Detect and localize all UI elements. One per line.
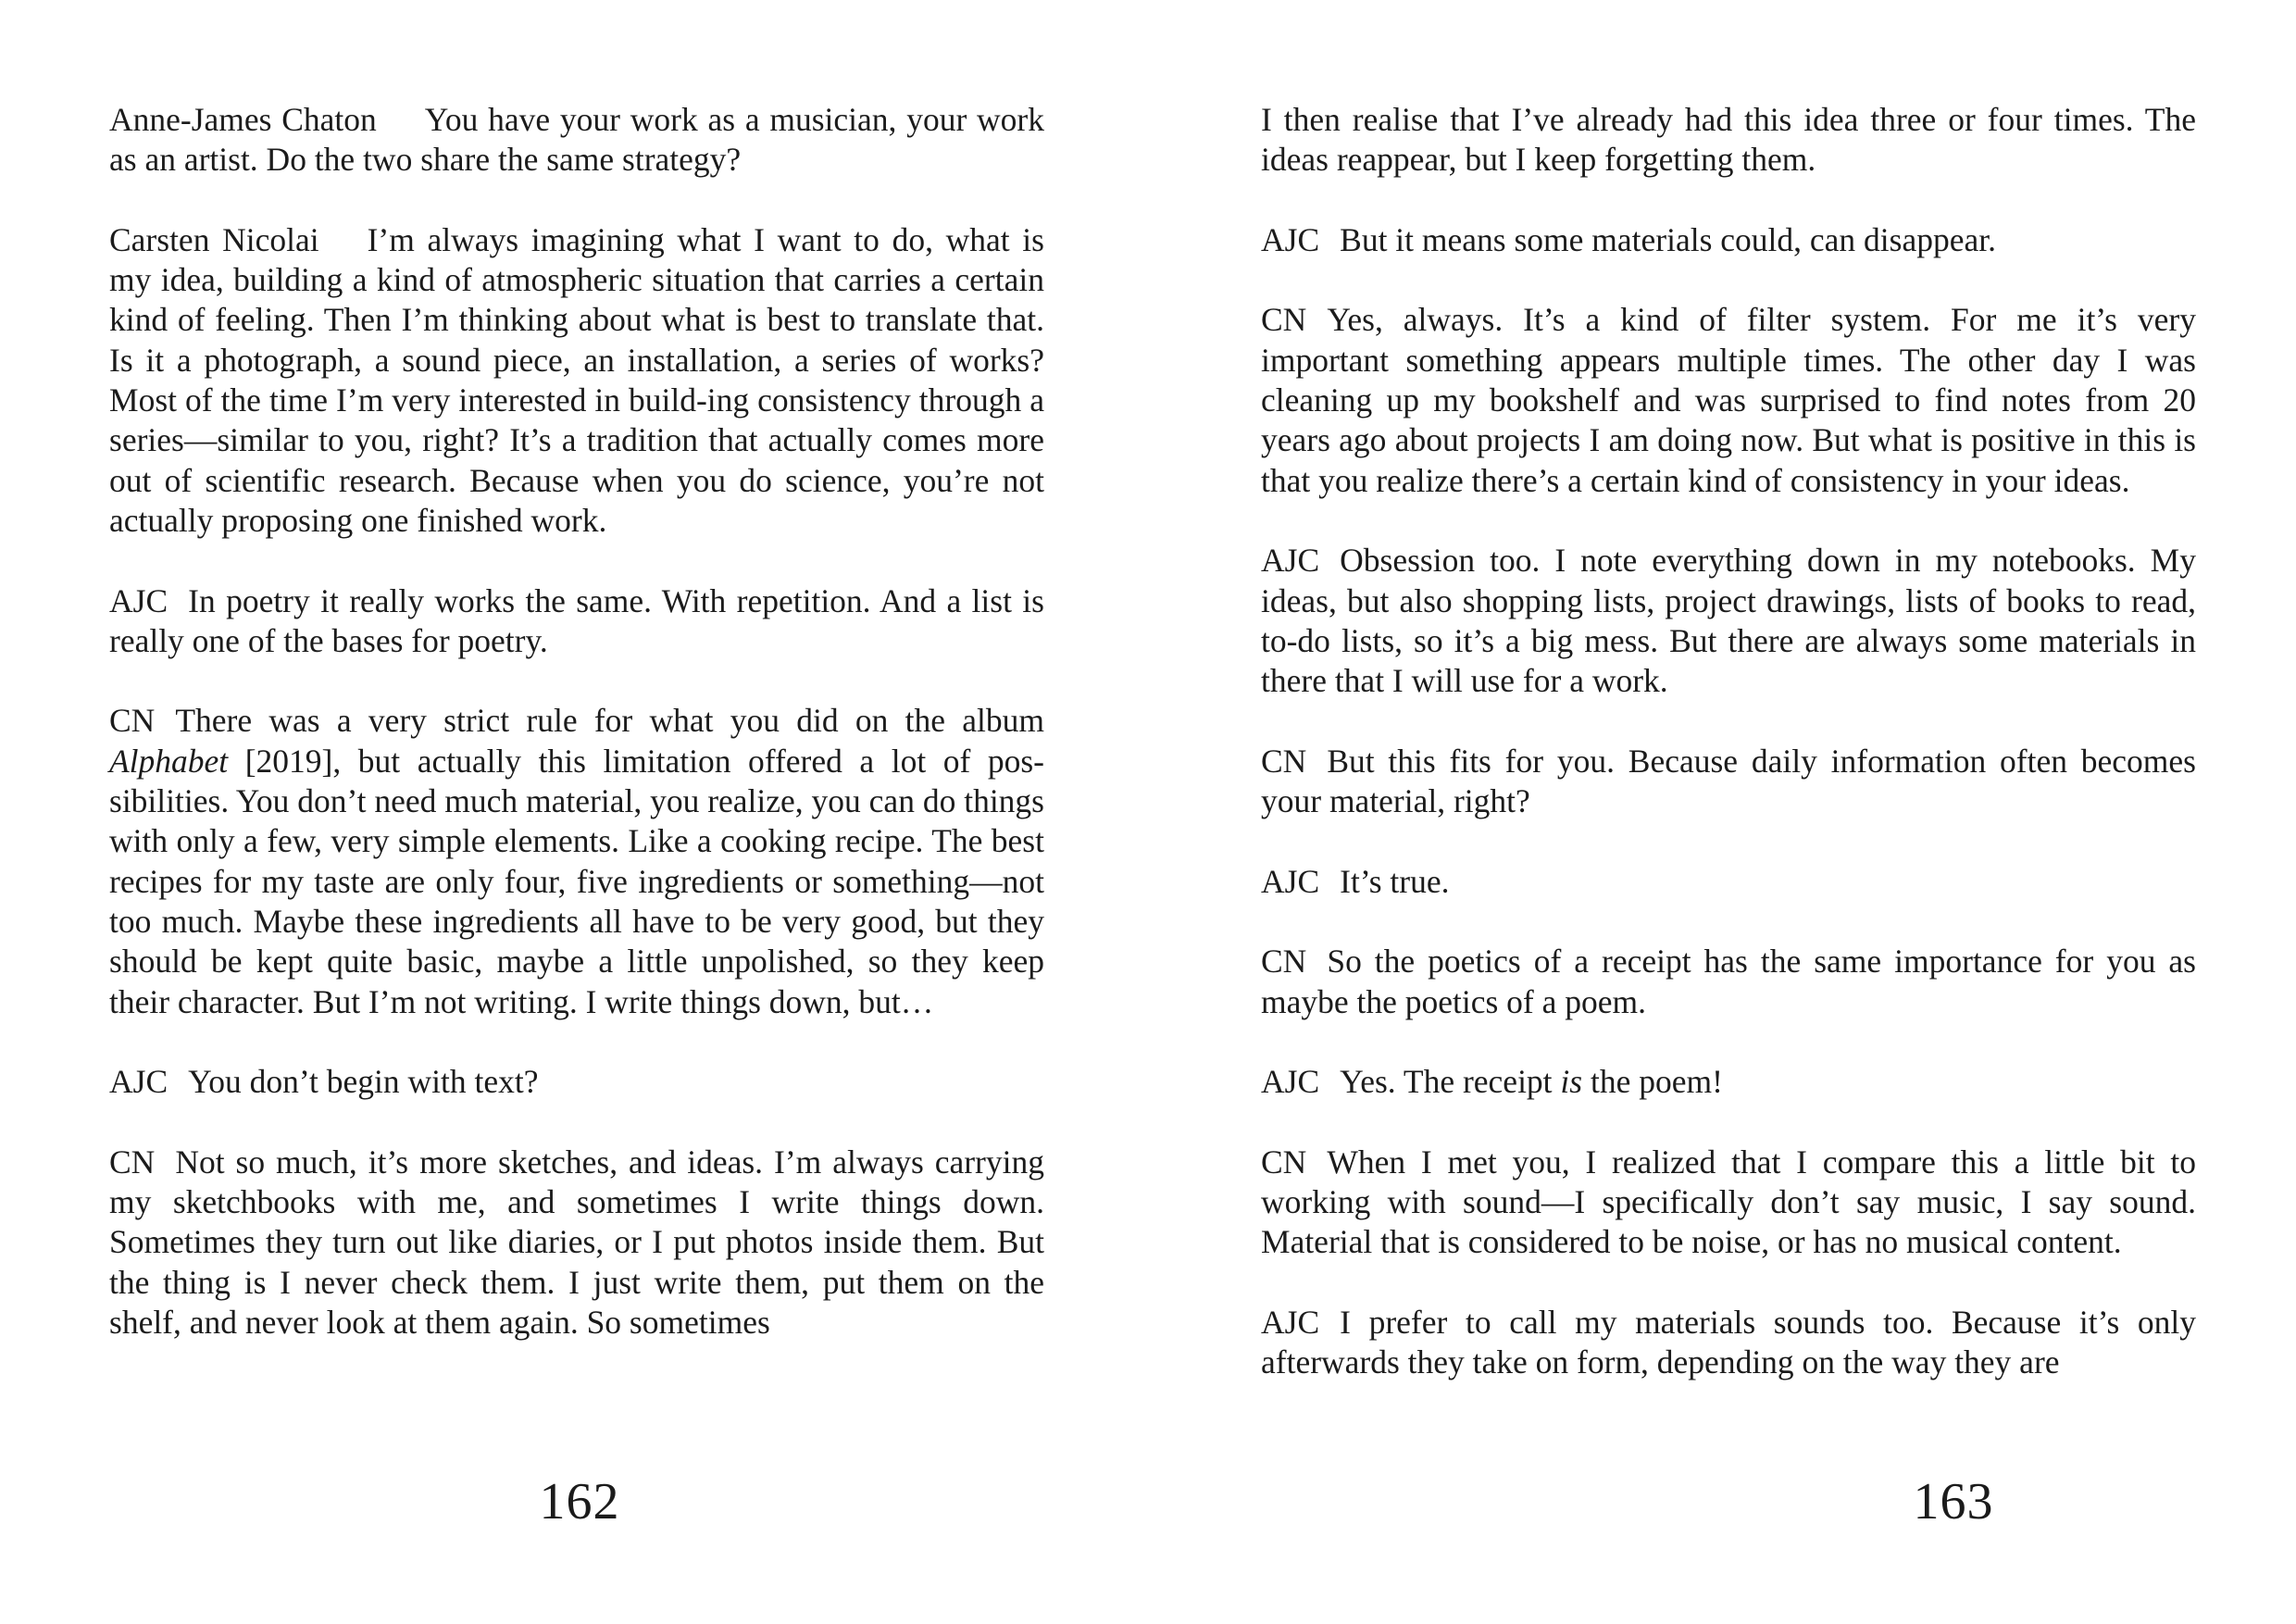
paragraph-text: [2019], but actually this limitation offered a lot of pos-sibilities. You don’t need much material, you realize, you can do things with only a few, very simple elements. Like a cooking recipe. The best recipes for my taste are only four, five ingredients or something—not too much. Maybe these ingredients all have to be very good, but they should be kept quite basic, maybe a little unpolished, so they keep their character. But I’m not writing. I write things down, but… [109, 742, 1044, 1020]
album-title: Alphabet [109, 742, 229, 780]
paragraph-text: So the poetics of a receipt has the same importance for you as maybe the poetics of a poem. [1261, 943, 2196, 1020]
paragraph [1261, 1143, 2196, 1263]
paragraph-text: Not so much, it’s more sketches, and ideas. I’m always carrying my sketchbooks with me, and sometimes I write things down. Sometimes they turn out like diaries, or I put photos inside them. But the thing is I never check them. I just write them, put them on the shelf, and never look at them again. So sometimes [109, 1143, 1044, 1341]
paragraph [1261, 300, 2196, 500]
left-page-text [109, 100, 1044, 1383]
speaker-name: Carsten Nicolai [109, 220, 319, 258]
right-page [1148, 0, 2296, 1624]
paragraph-text: But this fits for you. Because daily information often becomes your material, right? [1261, 742, 2196, 820]
paragraph [109, 1062, 1044, 1102]
speaker-name: AJC [1261, 862, 1320, 900]
speaker-name: Anne-James Chaton [109, 101, 377, 138]
page-number: 163 [1913, 1473, 1994, 1530]
emphasis-text: is [1560, 1063, 1583, 1101]
paragraph-text: I’m always imagining what I want to do, what is my idea, building a kind of atmospheric situation that carries a certain kind of feeling. Then I’m thinking about what is best to translate that. Is it a photograph, a sound piece, an installation, a series of works? Most of the time I’m very interested in build-ing consistency through a series—similar to you, right? It’s a tradition that actually comes more out of scientific research. Because when you do science, you’re not actually proposing one finished work. [109, 220, 1044, 539]
paragraph-text: Yes, always. It’s a kind of filter system. For me it’s very important something appears multiple times. The other day I was cleaning up my bookshelf and was surprised to find notes from 20 years ago about projects I am doing now. But what is positive in this is that you realize there’s a certain kind of consistency in your ideas. [1261, 301, 2196, 499]
page-number: 162 [539, 1473, 620, 1530]
speaker-name: AJC [1261, 542, 1320, 580]
speaker-name: CN [1261, 943, 1307, 981]
paragraph-text: There was a very strict rule for what you did on the album [175, 702, 1044, 740]
paragraph-text: It’s true. [1340, 862, 1450, 900]
paragraph [109, 220, 1044, 541]
speaker-name: AJC [109, 1063, 168, 1101]
paragraph-text: the poem! [1582, 1063, 1723, 1101]
paragraph [1261, 1303, 2196, 1383]
paragraph-text: Obsession too. I note everything down in my notebooks. My ideas, but also shopping lists, project drawings, lists of books to read, to-do lists, so it’s a big mess. But there are always some materials in there that I will use for a work. [1261, 542, 2196, 700]
speaker-name: CN [1261, 742, 1307, 780]
paragraph [1261, 742, 2196, 822]
paragraph-text: I then realise that I’ve already had this idea three or four times. The ideas reappear, but I keep forgetting them. [1261, 101, 2196, 179]
paragraph-text: But it means some materials could, can disappear. [1340, 220, 1996, 258]
paragraph [109, 100, 1044, 181]
paragraph [1261, 220, 2196, 260]
speaker-name: AJC [1261, 1303, 1320, 1341]
speaker-name: AJC [1261, 1063, 1320, 1101]
speaker-name: CN [1261, 1143, 1307, 1181]
speaker-name: CN [109, 702, 156, 740]
speaker-name: CN [1261, 301, 1307, 339]
speaker-name: CN [109, 1143, 156, 1181]
paragraph-text: You have your work as a musician, your work as an artist. Do the two share the same strategy? [109, 101, 1044, 179]
paragraph-text: You don’t begin with text? [188, 1063, 539, 1101]
right-page-text [1261, 100, 2196, 1423]
paragraph [109, 701, 1044, 1021]
paragraph [1261, 100, 2196, 181]
paragraph [1261, 541, 2196, 701]
paragraph [1261, 942, 2196, 1022]
paragraph-text: I prefer to call my materials sounds too. Because it’s only afterwards they take on form, depending on the way they are [1261, 1303, 2196, 1381]
speaker-name: AJC [109, 581, 168, 619]
paragraph-text: When I met you, I realized that I compare this a little bit to working with sound—I specifically don’t say music, I say sound. Material that is considered to be noise, or has no musical content. [1261, 1143, 2196, 1261]
paragraph [1261, 862, 2196, 902]
paragraph-text: In poetry it really works the same. With repetition. And a list is really one of the bases for poetry. [109, 581, 1044, 659]
paragraph-text: Yes. The receipt [1340, 1063, 1561, 1101]
speaker-name: AJC [1261, 220, 1320, 258]
paragraph [109, 1143, 1044, 1343]
paragraph [109, 581, 1044, 662]
paragraph [1261, 1062, 2196, 1102]
